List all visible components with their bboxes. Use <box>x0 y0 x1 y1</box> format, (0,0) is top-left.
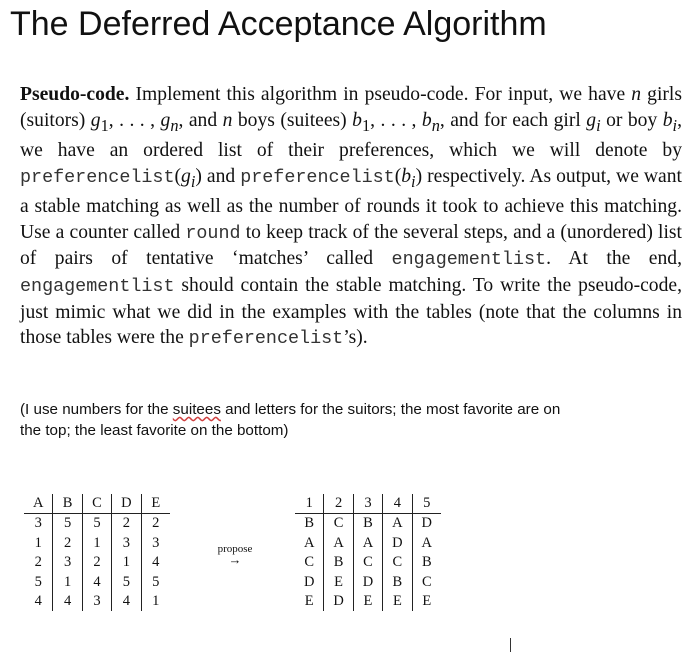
table-cell: 3 <box>82 592 111 611</box>
code-engagementlist: engagementlist <box>20 275 175 297</box>
table-cell: B <box>412 553 441 572</box>
code-preferencelist: preferencelist <box>20 166 175 188</box>
table-cell: B <box>324 553 353 572</box>
pseudo-code-paragraph <box>20 82 682 352</box>
table-cell: E <box>412 592 441 611</box>
table-cell: D <box>353 573 382 592</box>
paragraph-text-7: , we have an ordered list of their preferences, which we will denote by <box>20 109 682 162</box>
table-row <box>295 573 441 592</box>
table-cell: E <box>383 592 412 611</box>
table-cell: B <box>353 514 382 534</box>
table-cell: 3 <box>34 515 42 532</box>
code-round: round <box>185 222 241 244</box>
table-cell: A <box>324 534 353 553</box>
table-cell: 1 <box>141 592 170 611</box>
note-text <box>20 399 580 441</box>
table-cell: 4 <box>82 573 111 592</box>
table-cell: C <box>412 573 441 592</box>
table-row <box>295 553 441 572</box>
table-cell: C <box>353 553 382 572</box>
paragraph-text-8: and <box>201 165 241 187</box>
table-cell: C <box>383 553 412 572</box>
math-n: n <box>222 109 233 131</box>
suitor-preference-table <box>24 494 170 611</box>
table-header-cell: 3 <box>353 494 382 514</box>
right-arrow-icon: → <box>228 552 242 567</box>
math-gi: $g_i$ <box>586 109 601 135</box>
table-row <box>295 514 441 534</box>
table-cell: A <box>412 534 441 553</box>
table-cell: C <box>304 554 315 571</box>
paragraph-lead: Pseudo-code. <box>20 84 130 105</box>
table-header-cell: 2 <box>324 494 353 514</box>
table-row <box>24 514 170 534</box>
table-cell: 4 <box>53 592 82 611</box>
note-after: and letters for the suitors; the most favorite are on the top; the least favorite on the bottom) <box>20 401 561 439</box>
table-cell: 2 <box>82 553 111 572</box>
note-before: (I use numbers for the <box>20 401 173 418</box>
table-header-cell: A <box>24 494 53 514</box>
paragraph-text-6: or boy <box>600 109 663 131</box>
math-paren-gi: $(g_i)$ <box>174 165 202 191</box>
table-cell: A <box>353 534 382 553</box>
table-cell: A <box>383 514 412 534</box>
math-bi: $b_i$ <box>662 109 678 135</box>
table-row <box>295 592 441 611</box>
spellcheck-word: suitees <box>172 401 221 418</box>
paragraph-text-12: should contain the stable matching. To write the pseudo-code, just mimic what we did in the examples with the tables (note that the columns in those tables were the <box>20 274 682 349</box>
table-cell: 3 <box>53 553 82 572</box>
paragraph-text-2: girls (suitors) <box>20 84 683 131</box>
table-cell: 2 <box>112 514 141 534</box>
code-preferencelist-plural: preferencelist <box>188 328 344 350</box>
table-cell: 1 <box>34 534 42 551</box>
table-cell: 1 <box>82 534 111 553</box>
table-row <box>24 534 170 553</box>
table-cell: D <box>383 534 412 553</box>
table-row <box>295 534 441 553</box>
table-cell: 3 <box>112 534 141 553</box>
paragraph-text-3: , and <box>178 109 223 131</box>
paragraph-text-9: respectively. As output, we want a stable matching as well as the number of rounds it took to achieve this matching. Use a counter called <box>20 165 682 243</box>
paragraph-text-10: to keep track of the several steps, and a (unordered) list of pairs of tentative ‘matches’ called <box>20 221 682 270</box>
table-header-cell: E <box>141 494 170 514</box>
table-cell: 5 <box>141 573 170 592</box>
table-cell: 5 <box>112 573 141 592</box>
table-cell: 2 <box>34 554 42 571</box>
table-header-cell: C <box>82 494 111 514</box>
table-cell: 4 <box>141 553 170 572</box>
table-cell: 4 <box>112 592 141 611</box>
code-engagementlist: engagementlist <box>391 249 547 271</box>
table-row <box>24 592 170 611</box>
table-cell: C <box>324 514 353 534</box>
table-cell: 5 <box>53 514 82 534</box>
table-header-cell: 5 <box>412 494 441 514</box>
table-cell: B <box>383 573 412 592</box>
table-header-cell: 4 <box>383 494 412 514</box>
code-preferencelist: preferencelist <box>240 166 395 188</box>
propose-text: propose <box>217 543 253 555</box>
math-paren-bi: $(b_i)$ <box>394 165 423 191</box>
table-cell: 2 <box>141 514 170 534</box>
paragraph-text-1: Implement this algorithm in pseudo-code. For input, we have <box>129 84 632 105</box>
table-cell: 5 <box>82 514 111 534</box>
paragraph-text-13: ’s). <box>343 327 368 349</box>
table-cell: D <box>303 573 315 590</box>
table-cell: D <box>412 514 441 534</box>
math-boys-list: $b_1$, . . . , $b_n$ <box>352 109 440 135</box>
table-row <box>24 573 170 592</box>
table-cell: E <box>304 593 314 610</box>
slide-title: The Deferred Acceptance Algorithm <box>10 5 547 43</box>
table-cell: E <box>324 573 353 592</box>
table-cell: 3 <box>141 534 170 553</box>
table-row <box>24 553 170 572</box>
table-cell: 5 <box>34 573 42 590</box>
table-cell: 1 <box>53 573 82 592</box>
table-cell: E <box>353 592 382 611</box>
paragraph-text-4: boys (suitees) <box>232 109 353 131</box>
suitee-preference-table <box>295 494 441 611</box>
text-cursor <box>510 638 511 652</box>
table-header-cell: D <box>112 494 141 514</box>
table-cell: B <box>304 515 315 532</box>
math-girls-list: $g_1$, . . . , $g_n$ <box>90 109 179 135</box>
table-cell: 1 <box>112 553 141 572</box>
paragraph-text-5: , and for each girl <box>439 109 587 131</box>
table-cell: A <box>303 534 315 551</box>
table-cell: 4 <box>34 593 42 610</box>
paragraph-text-11: . At the end, <box>546 248 682 270</box>
table-header-cell: 1 <box>295 494 324 514</box>
table-header-cell: B <box>53 494 82 514</box>
math-n: n <box>631 84 642 105</box>
table-cell: 2 <box>53 534 82 553</box>
propose-label <box>212 544 258 565</box>
table-cell: D <box>324 592 353 611</box>
